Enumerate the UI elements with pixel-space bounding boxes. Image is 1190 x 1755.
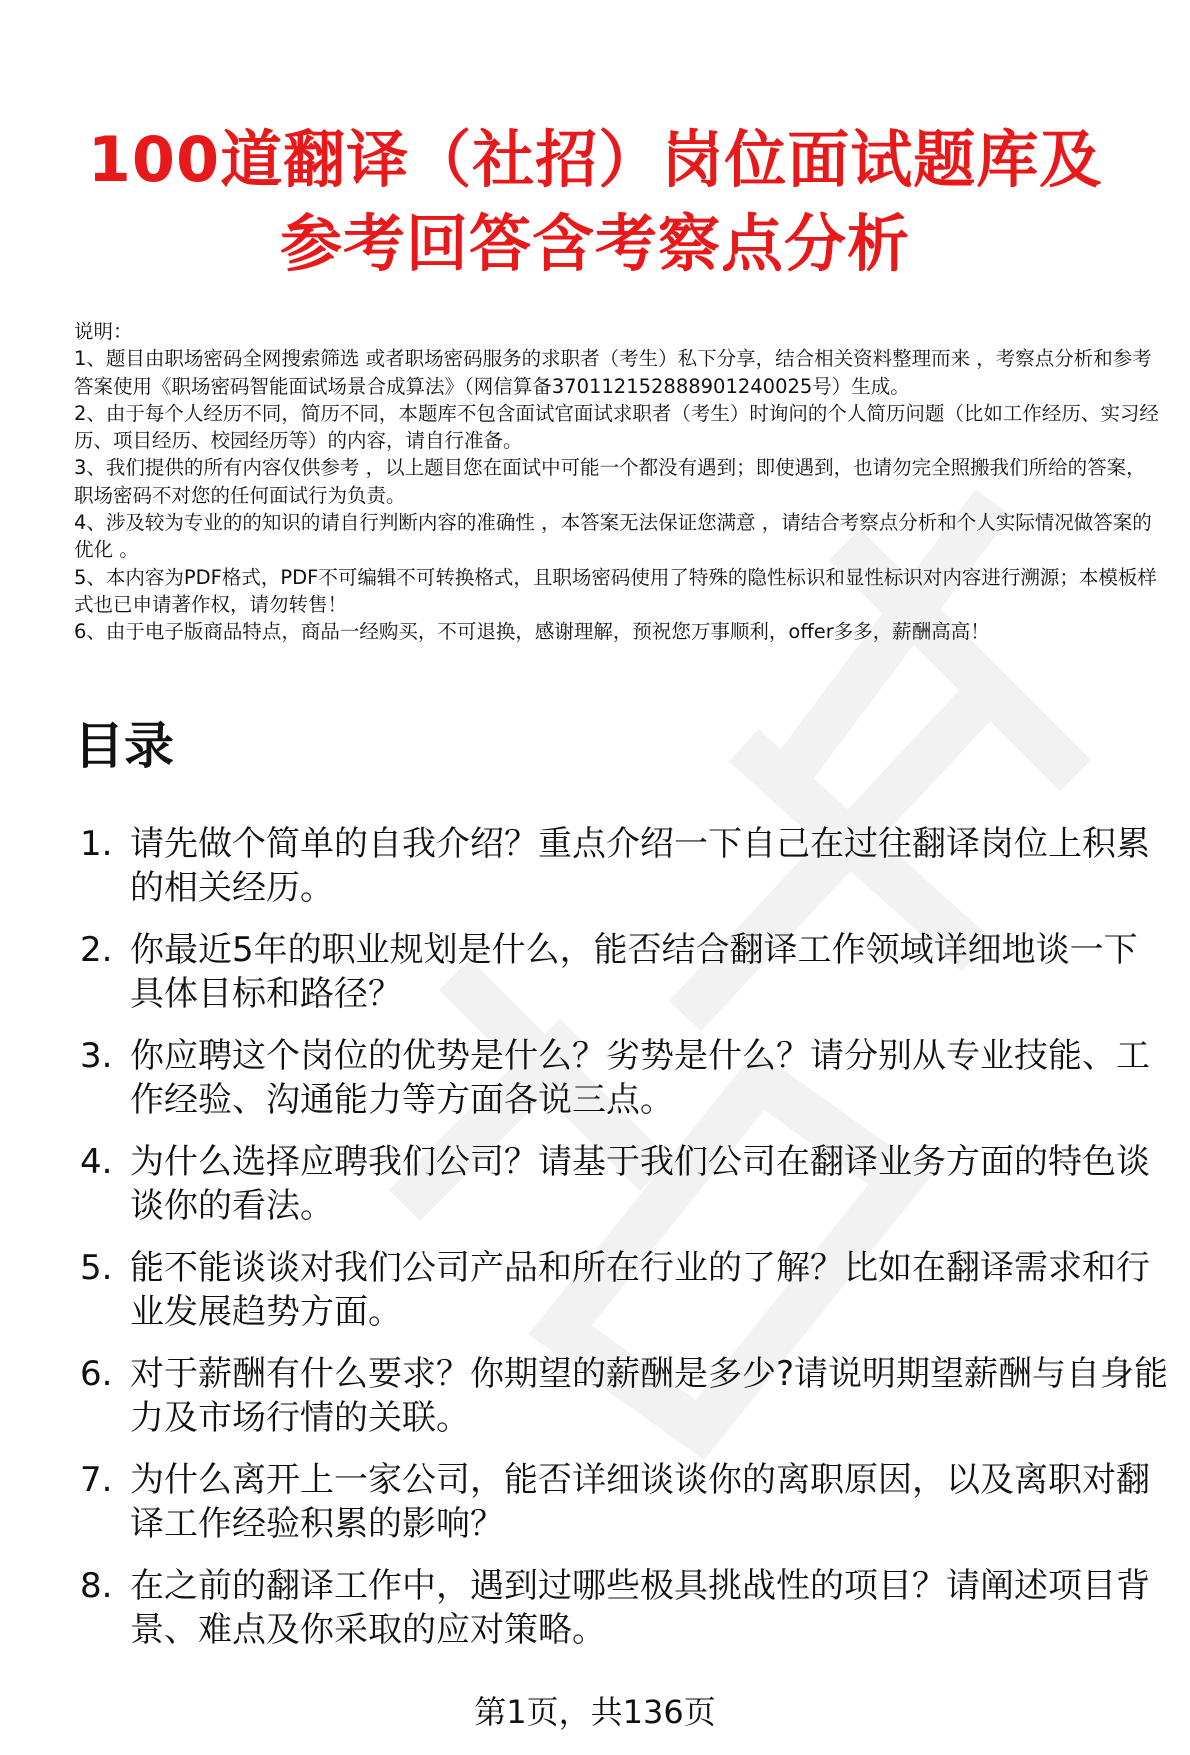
toc-item-text: 为什么离开上一家公司，能否详细谈谈你的离职原因，以及离职对翻译工作经验积累的影响？ (130, 1460, 1150, 1544)
toc-item-text: 为什么选择应聘我们公司？请基于我们公司在翻译业务方面的特色谈谈你的看法。 (130, 1142, 1150, 1226)
notes-item-6: 6、由于电子版商品特点，商品一经购买，不可退换，感谢理解，预祝您万事顺利，offer多多，薪酬高高！ (74, 620, 990, 644)
document-title-line-1: 100道翻译（社招）岗位面试题库及 (87, 123, 1103, 196)
toc-item[interactable] (74, 1352, 1170, 1440)
notes-item-4: 4、涉及较为专业的的知识的请自行判断内容的准确性 ，本答案无法保证您满意 ，请结合考察点分析和个人实际情况做答案的优化 。 (74, 511, 1152, 562)
page-number: 第1页，共136页 (474, 1693, 716, 1731)
toc-item-text: 对于薪酬有什么要求？你期望的薪酬是多少?请说明期望薪酬与自身能力及市场行情的关联。 (130, 1354, 1169, 1438)
toc-item-number: 4. (80, 1142, 113, 1182)
toc-item-text: 在之前的翻译工作中，遇到过哪些极具挑战性的项目？请阐述项目背景、难点及你采取的应对策略。 (130, 1566, 1150, 1650)
toc-item-number: 1. (80, 824, 113, 864)
toc-item[interactable] (74, 1034, 1170, 1122)
notes-item-5: 5、本内容为PDF格式，PDF不可编辑不可转换格式，且职场密码使用了特殊的隐性标识和显性标识对内容进行溯源；本模板样式也已申请著作权，请勿转售！ (74, 565, 1157, 616)
toc-item[interactable] (74, 1458, 1170, 1546)
document-title-line-2: 参考回答含考察点分析 (279, 207, 910, 280)
document-title (40, 118, 1150, 286)
notes-item-1: 1、题目由职场密码全网搜索筛选 或者职场密码服务的求职者（考生）私下分享，结合相关资料整理而来 ，考察点分析和参考答案使用《职场密码智能面试场景合成算法》（网信算备370112152888901240025号）生成。 (74, 347, 1152, 398)
toc-item[interactable] (74, 928, 1170, 1016)
notes-heading: 说明： (74, 320, 133, 343)
toc-item-text: 你应聘这个岗位的优势是什么？劣势是什么？请分别从专业技能、工作经验、沟通能力等方面各说三点。 (130, 1036, 1150, 1120)
toc-list (74, 822, 1170, 1670)
toc-item-number: 2. (80, 930, 113, 970)
notes-item-2: 2、由于每个人经历不同，简历不同，本题库不包含面试官面试求职者（考生）时询问的个人简历问题（比如工作经历、实习经历、项目经历、校园经历等）的内容，请自行准备。 (74, 401, 1159, 453)
notes-section (74, 318, 1164, 646)
toc-item-number: 5. (80, 1248, 113, 1288)
toc-item-text: 能不能谈谈对我们公司产品和所在行业的了解？比如在翻译需求和行业发展趋势方面。 (130, 1248, 1150, 1332)
toc-item-number: 7. (80, 1460, 113, 1500)
toc-item-text: 你最近5年的职业规划是什么，能否结合翻译工作领域详细地谈一下具体目标和路径？ (130, 930, 1138, 1014)
toc-item[interactable] (74, 1140, 1170, 1228)
toc-item[interactable] (74, 822, 1170, 910)
toc-heading: 目录 (74, 717, 174, 775)
notes-item-3: 3、我们提供的所有内容仅供参考 ，以上题目您在面试中可能一个都没有遇到；即使遇到，也请勿完全照搬我们所给的答案，职场密码不对您的任何面试行为负责。 (74, 456, 1146, 507)
toc-item[interactable] (74, 1564, 1170, 1652)
toc-item-number: 3. (80, 1036, 113, 1076)
toc-item-number: 8. (80, 1566, 113, 1606)
toc-item-number: 6. (80, 1354, 113, 1394)
toc-item-text: 请先做个简单的自我介绍？重点介绍一下自己在过往翻译岗位上积累的相关经历。 (130, 824, 1150, 908)
toc-item[interactable] (74, 1246, 1170, 1334)
